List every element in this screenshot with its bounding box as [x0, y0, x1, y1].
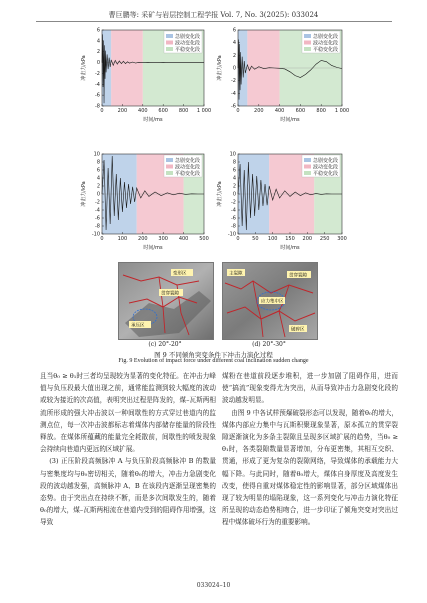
x-tick-label: 500 [199, 236, 209, 242]
y-tick-label: 0 [96, 191, 100, 198]
y-tick-label: 4 [232, 175, 236, 182]
photo-label: 主裂隙 [229, 271, 243, 277]
x-tick-label: 600 [158, 108, 168, 114]
photo-label: 破碎区 [291, 327, 305, 333]
x-tick-label: 50 [252, 236, 259, 242]
legend-label: 波动变化段 [313, 164, 339, 171]
x-tick-label: 0 [100, 108, 104, 114]
subcaption-c: (c) 20°-20° [148, 341, 182, 348]
x-tick-label: 0 [100, 236, 104, 242]
y-tick-label: -6 [231, 103, 236, 110]
y-tick-label: -6 [95, 215, 100, 222]
running-header: 曹巨鹏等: 采矿与岩层控制工程学报 Vol. 7, No. 3(2025): 033024 [108, 11, 319, 19]
y-tick-label: 10 [93, 151, 100, 158]
chart-a-svg [80, 26, 212, 124]
legend-swatch [304, 41, 311, 45]
x-tick-label: 0 [236, 108, 240, 114]
x-tick-label: 200 [302, 236, 313, 242]
x-tick-label: 800 [178, 108, 189, 114]
y-tick-label: 6 [96, 27, 100, 34]
x-tick-label: 100 [117, 236, 128, 242]
x-tick-label: 300 [158, 236, 168, 242]
legend-swatch [166, 41, 173, 45]
y-tick-label: -4 [231, 90, 236, 97]
figure-caption-en: Fig. 9 Evolution of impact force under different coal inclination sudden change [118, 358, 309, 364]
page-footer: 033024–10 [196, 582, 231, 589]
y-tick-label: -10 [227, 231, 236, 238]
legend-swatch [166, 47, 173, 51]
paragraph: (3) 正压阶段高频脉冲 A 与负压阶段高频脉冲 B 的数量与密集度均与θ₀密切相关，随着θ₀的增大，冲击力急剧变化段的波动越发强，高频脉冲 A、B 在该段内逐渐呈现密集的态势。由于突出点在持续不断，而是多次间歇发生的，随着θ₀的增大，煤–瓦斯两相流在巷道内受到的阻碍作用增强，这导致 [40, 457, 216, 527]
y-tick-label: 0 [96, 60, 100, 67]
left-column [40, 370, 216, 529]
y-tick-label: 2 [96, 183, 100, 190]
photo-20-30-svg [223, 263, 317, 339]
x-tick-label: 0 [236, 236, 240, 242]
right-column [222, 370, 398, 529]
stage-band [111, 30, 143, 106]
y-tick-label: 10 [229, 151, 236, 158]
y-tick-label: -10 [91, 231, 100, 238]
x-axis-label: 时间/ms [280, 245, 300, 251]
x-tick-label: 150 [285, 236, 295, 242]
legend-label: 平稳变化段 [313, 46, 339, 53]
header-rule [36, 21, 392, 22]
x-tick-label: 400 [274, 108, 285, 114]
legend-label: 波动变化段 [175, 164, 201, 171]
photo-20-20 [118, 262, 214, 340]
paragraph: 且当θ₀ ≥ θ₁时三者均呈现较为显著的变化特征。在冲击力峰值与负压段最大值出现之前，通常能监测到较大幅度的波动或较为接近的次高值，表明突出过程是阵发的，煤–瓦斯两相流所形成的强大冲击波以一种间歇性的方式穿过巷道内的监测点位，每一次冲击波都标志着煤体内部储存能量的阶段性释放。在煤体所蕴藏的能量完全耗散前，间歇性的喷发现象会持续向巷道内更远的区域扩展。 [40, 372, 216, 454]
legend-label: 急剧变化段 [175, 157, 201, 164]
x-tick-label: 600 [295, 108, 306, 114]
legend-swatch [304, 171, 311, 175]
y-axis-label: 冲击力/kPa [217, 55, 223, 81]
y-tick-label: -4 [95, 207, 100, 214]
legend-swatch [166, 34, 173, 38]
y-tick-label: -2 [231, 199, 236, 206]
y-axis-label: 冲击力/kPa [81, 181, 87, 207]
legend-swatch [304, 47, 311, 51]
chart-c-svg [80, 150, 208, 252]
chart-d-svg [216, 150, 346, 252]
figure-caption-zh: 图 9 不同倾角突变条件下冲击力演化过程 [154, 351, 273, 359]
x-tick-label: 1 000 [196, 108, 212, 114]
photo-label: 贯穿裂隙 [289, 273, 307, 279]
x-tick-label: 200 [254, 108, 264, 114]
y-tick-label: -2 [231, 78, 236, 85]
y-tick-label: -4 [231, 207, 236, 214]
photo-label: 贯穿裂隙 [161, 291, 179, 297]
photo-label: 应力集中区 [261, 299, 284, 305]
paragraph: 由图 9 中各试样预爆破裂形态可以发现，随着θ₀的增大，煤体内部应力集中与瓦斯积聚现象显著，原本孤立的贯穿裂隙逐渐演化为多条主裂隙且呈现多区域扩展的趋势，当θ₀ ≥ θ₁时，各类裂隙数量显著增加，分布更密集，其相互交织、贯通，形成了更为复杂的裂隙网络，导致煤体的承载能力大幅下降。与此同时，随着θ₀增大，煤体自身厚度及高度发生改变，使得自重对煤体稳定性的影响显著，部分区域煤体出现了较为明显的塌陷现象，这一系列变化与冲击力演化特征所呈现的动态趋势相吻合，进一步印证了倾角突变对突出过程中煤体破坏行为的重要影响。 [222, 408, 398, 527]
x-tick-label: 300 [337, 236, 347, 242]
legend-label: 急剧变化段 [175, 33, 201, 40]
chart-a [80, 26, 212, 124]
y-tick-label: 2 [96, 49, 100, 56]
x-tick-label: 800 [316, 108, 326, 114]
x-tick-label: 100 [267, 236, 278, 242]
y-tick-label: 6 [232, 167, 236, 174]
chart-d [216, 150, 346, 252]
photo-20-20-svg [119, 263, 213, 339]
y-tick-label: 4 [232, 40, 236, 47]
x-tick-label: 400 [178, 236, 189, 242]
y-axis-label: 冲击力/kPa [81, 55, 87, 81]
x-tick-label: 400 [138, 108, 148, 114]
photo-20-30 [222, 262, 318, 340]
legend-swatch [304, 34, 311, 38]
y-tick-label: 0 [232, 65, 236, 72]
chart-c [80, 150, 208, 252]
y-tick-label: 4 [96, 38, 100, 45]
y-tick-label: -8 [231, 223, 236, 230]
y-tick-label: 6 [96, 167, 100, 174]
subcaption-d: (d) 20°-30° [252, 341, 286, 348]
x-tick-label: 250 [319, 236, 330, 242]
y-tick-label: 6 [232, 27, 236, 34]
legend-label: 波动变化段 [313, 40, 339, 47]
y-tick-label: 4 [96, 175, 100, 182]
chart-b [216, 26, 350, 124]
y-tick-label: 8 [232, 159, 236, 166]
legend-swatch [304, 158, 311, 162]
legend-swatch [166, 171, 173, 175]
legend-swatch [304, 165, 311, 169]
x-axis-label: 时间/ms [143, 245, 163, 251]
y-tick-label: -8 [95, 103, 100, 110]
photo-label: 变形区 [173, 271, 187, 277]
y-tick-label: 0 [232, 191, 236, 198]
x-axis-label: 时间/ms [143, 117, 163, 123]
x-axis-label: 时间/ms [280, 117, 300, 123]
paragraph: 煤粉在巷道前段逐步堆积，进一步加剧了阻碍作用，进而使“搞流”现象变得尤为突出，从而导致冲击力急剧变化段的波动越发明显。 [222, 372, 398, 405]
y-tick-label: -8 [95, 223, 100, 230]
y-tick-label: -6 [95, 92, 100, 99]
y-tick-label: 8 [96, 159, 100, 166]
legend-label: 急剧变化段 [313, 33, 339, 40]
y-tick-label: 2 [232, 183, 236, 190]
legend-label: 急剧变化段 [313, 157, 339, 164]
x-tick-label: 200 [117, 108, 128, 114]
legend-swatch [166, 165, 173, 169]
y-tick-label: -2 [95, 199, 100, 206]
y-axis-label: 冲击力/kPa [217, 181, 223, 207]
legend-label: 波动变化段 [175, 40, 201, 47]
x-tick-label: 1 000 [334, 108, 350, 114]
photo-label: 承压区 [131, 323, 145, 329]
y-tick-label: -2 [95, 70, 100, 77]
y-tick-label: -4 [95, 81, 100, 88]
y-tick-label: 2 [232, 52, 236, 59]
y-tick-label: -6 [231, 215, 236, 222]
legend-label: 平稳变化段 [175, 46, 201, 53]
legend-label: 平稳变化段 [175, 170, 201, 177]
chart-b-svg [216, 26, 350, 124]
legend-label: 平稳变化段 [313, 170, 339, 177]
x-tick-label: 200 [138, 236, 148, 242]
legend-swatch [166, 158, 173, 162]
